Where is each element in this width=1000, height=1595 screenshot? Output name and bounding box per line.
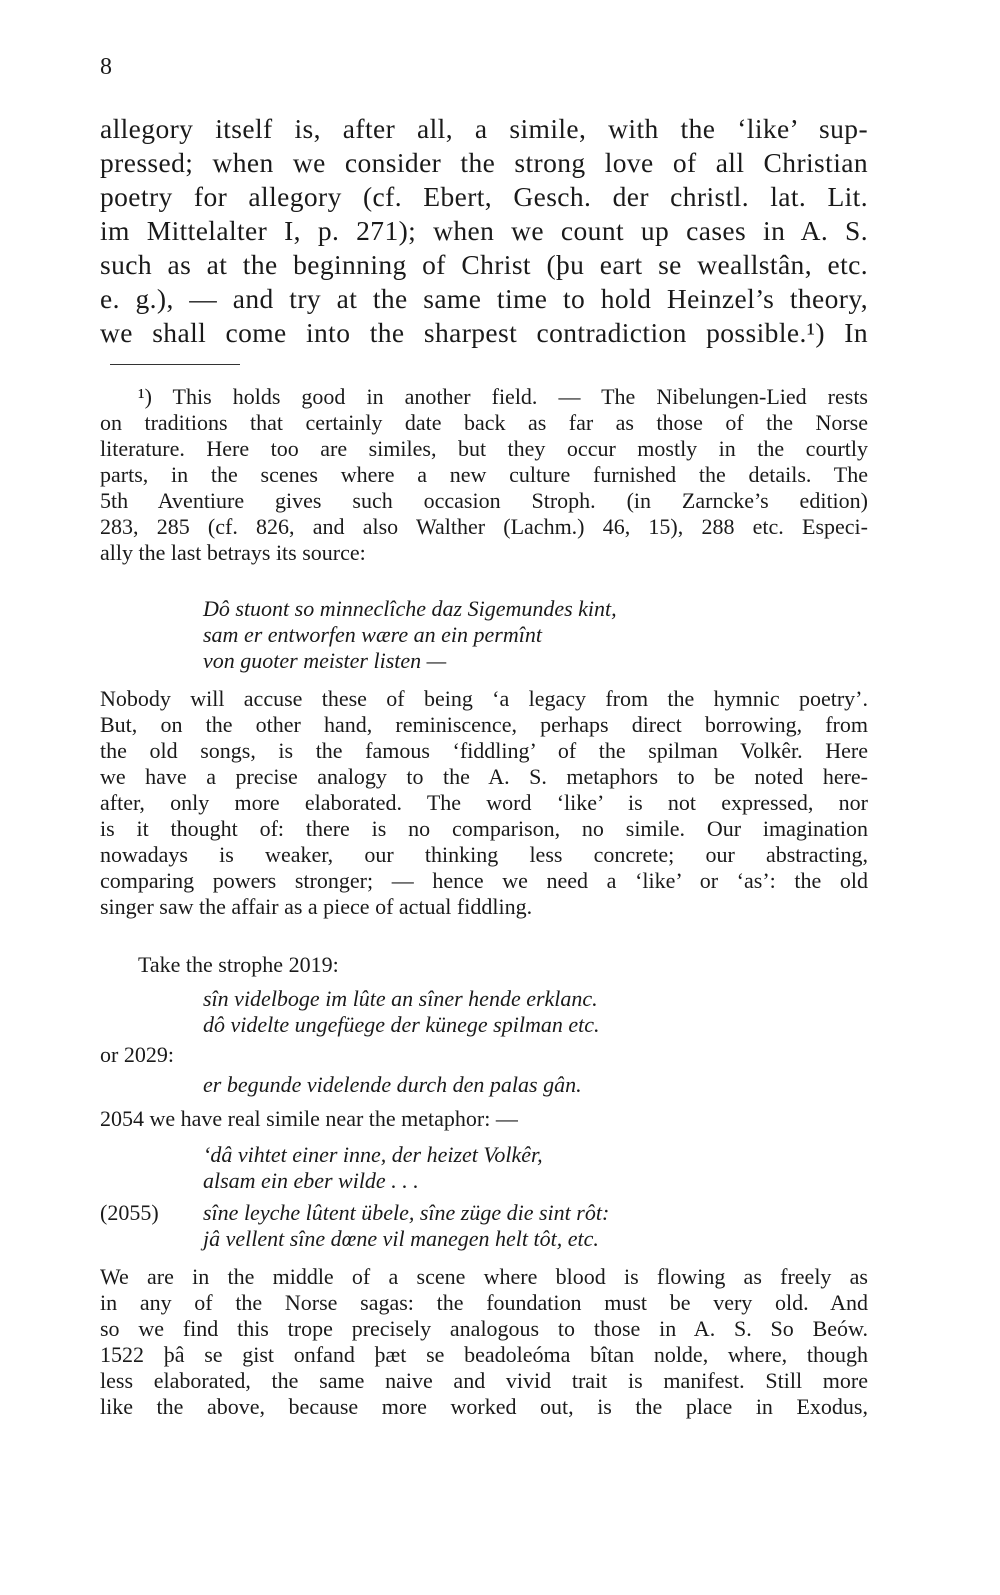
verse-line: sîn videlboge im lûte an sîner hende erklanc. <box>203 986 598 1011</box>
verse-quote-1 <box>100 596 868 674</box>
footnote-line: parts, in the scenes where a new culture furnished the details. The <box>100 462 868 487</box>
footnote-line: in any of the Norse sagas: the foundation must be very old. And <box>100 1290 868 1315</box>
main-text-line: im Mittelalter I, p. 271); when we count up cases in A. S. <box>100 215 868 246</box>
main-text-line: allegory itself is, after all, a simile, with the ‘like’ sup- <box>100 113 868 144</box>
page-number: 8 <box>100 54 112 80</box>
footnote-line: like the above, because more worked out, is the place in Exodus, <box>100 1394 868 1419</box>
main-text-line: poetry for allegory (cf. Ebert, Gesch. der christl. lat. Lit. <box>100 181 868 212</box>
footnote-line: is it thought of: there is no comparison, no simile. Our imagination <box>100 816 868 841</box>
footnote-line: 2054 we have real simile near the metaphor: — <box>100 1106 518 1131</box>
verse-quote-3 <box>100 1072 868 1098</box>
footnote-line: But, on the other hand, reminiscence, perhaps direct borrowing, from <box>100 712 868 737</box>
footnote-line: 283, 285 (cf. 826, and also Walther (Lachm.) 46, 15), 288 etc. Especi- <box>100 514 868 539</box>
footnote-line: comparing powers stronger; — hence we need a ‘like’ or ‘as’: the old <box>100 868 868 893</box>
footnote-line: ¹) This holds good in another field. — The Nibelungen-Lied rests <box>138 384 868 409</box>
verse-line: dô videlte ungefüege der künege spilman etc. <box>203 1012 600 1037</box>
main-text-line: we shall come into the sharpest contradiction possible.¹) In <box>100 317 868 348</box>
verse-line: von guoter meister listen — <box>203 648 447 673</box>
footnote-line: less elaborated, the same naive and vivid trait is manifest. Still more <box>100 1368 868 1393</box>
verse-quote-2 <box>100 986 868 1038</box>
footnote-line: Nobody will accuse these of being ‘a legacy from the hymnic poetry’. <box>100 686 868 711</box>
verse-line: er begunde videlende durch den palas gân. <box>203 1072 582 1097</box>
footnote-divider <box>110 364 240 365</box>
reference-2054 <box>100 1106 868 1132</box>
footnote-line: or 2029: <box>100 1042 174 1067</box>
footnote-line: on traditions that certainly date back as far as those of the Norse <box>100 410 868 435</box>
footnote-line: so we find this trope precisely analogous to those in A. S. So Beów. <box>100 1316 868 1341</box>
footnote-line: Take the strophe 2019: <box>138 952 339 977</box>
footnote-line: after, only more elaborated. The word ‘like’ is not expressed, nor <box>100 790 868 815</box>
footnote-line: singer saw the affair as a piece of actual fiddling. <box>100 894 533 919</box>
verse-line: alsam ein eber wilde . . . <box>203 1168 419 1193</box>
verse-line: sîne leyche lûtent übele, sîne züge die sint rôt: <box>203 1200 610 1225</box>
strophe-intro <box>100 952 868 978</box>
strophe-label: (2055) <box>100 1200 159 1225</box>
or-reference <box>100 1042 868 1068</box>
main-text-line: pressed; when we consider the strong love of all Christian <box>100 147 868 178</box>
footnote-line: 5th Aventiure gives such occasion Stroph. (in Zarncke’s edition) <box>100 488 868 513</box>
footnote-intro <box>100 384 868 566</box>
footnote-line: we have a precise analogy to the A. S. metaphors to be noted here- <box>100 764 868 789</box>
footnote-line: nowadays is weaker, our thinking less concrete; our abstracting, <box>100 842 868 867</box>
footnote-line: literature. Here too are similes, but they occur mostly in the courtly <box>100 436 868 461</box>
footnote-line: We are in the middle of a scene where blood is flowing as freely as <box>100 1264 868 1289</box>
verse-line: ‘dâ vihtet einer inne, der heizet Volkêr, <box>203 1142 543 1167</box>
verse-line: sam er entworfen wære an ein permînt <box>203 622 542 647</box>
main-text-line: e. g.), — and try at the same time to hold Heinzel’s theory, <box>100 283 868 314</box>
verse-line-labeled <box>100 1200 868 1226</box>
footnote-paragraph <box>100 686 868 920</box>
verse-quote-4 <box>100 1142 868 1194</box>
verse-line: jâ vellent sîne dœne vil manegen helt tôt, etc. <box>203 1226 599 1251</box>
verse-line: Dô stuont so minneclîche daz Sigemundes kint, <box>203 596 617 621</box>
main-text <box>100 112 868 350</box>
verse-quote-5 <box>100 1200 868 1252</box>
footnote-line: the old songs, is the famous ‘fiddling’ of the spilman Volkêr. Here <box>100 738 868 763</box>
closing-paragraph <box>100 1264 868 1420</box>
footnote-line: 1522 þâ se gist onfand þæt se beadoleóma bîtan nolde, where, though <box>100 1342 868 1367</box>
footnote-line: ally the last betrays its source: <box>100 540 366 565</box>
main-text-line: such as at the beginning of Christ (þu eart se weallstân, etc. <box>100 249 868 280</box>
